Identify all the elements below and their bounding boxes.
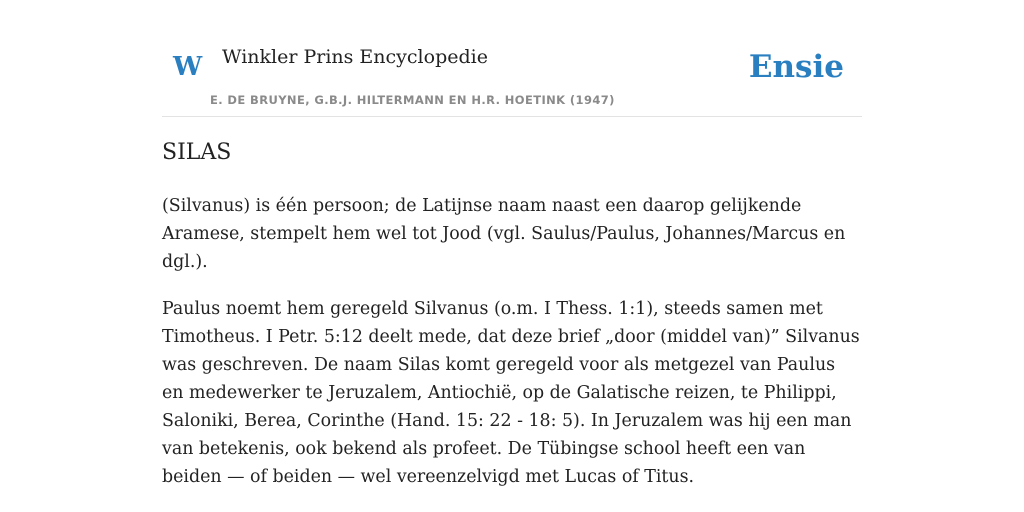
encyclopedia-header <box>162 0 862 117</box>
encyclopedia-logo[interactable]: W <box>173 52 203 82</box>
ensie-brand-logo[interactable]: Ensie <box>748 49 844 85</box>
encyclopedia-authors: E. DE BRUYNE, G.B.J. HILTERMANN EN H.R. HOETINK (1947) <box>210 93 615 107</box>
entry-paragraph: (Silvanus) is één persoon; de Latijnse naam naast een daarop gelijkende Aramese, stempelt hem wel tot Jood (vgl. Saulus/Paulus, Johannes/Marcus en dgl.). <box>162 196 846 272</box>
entry-article <box>162 192 862 510</box>
entry-paragraph: Paulus noemt hem geregeld Silvanus (o.m. I Thess. 1:1), steeds samen met Timotheus. I Petr. 5:12 deelt mede, dat deze brief „door (middel van)” Silvanus was geschreven. De naam Silas komt geregeld voor als metgezel van Paulus en medewerker te Jeruzalem, Antiochië, op de Galatische reizen, te Philippi, Saloniki, Berea, Corinthe (Hand. 15: 22 - 18: 5). In Jeruzalem was hij een man van betekenis, ook bekend als profeet. De Tübingse school heeft een van beiden — of beiden — wel vereenzelvigd met Lucas of Titus. <box>162 299 860 487</box>
page-container <box>162 0 862 487</box>
encyclopedia-title[interactable]: Winkler Prins Encyclopedie <box>222 46 488 68</box>
entry-title: SILAS <box>162 140 232 165</box>
